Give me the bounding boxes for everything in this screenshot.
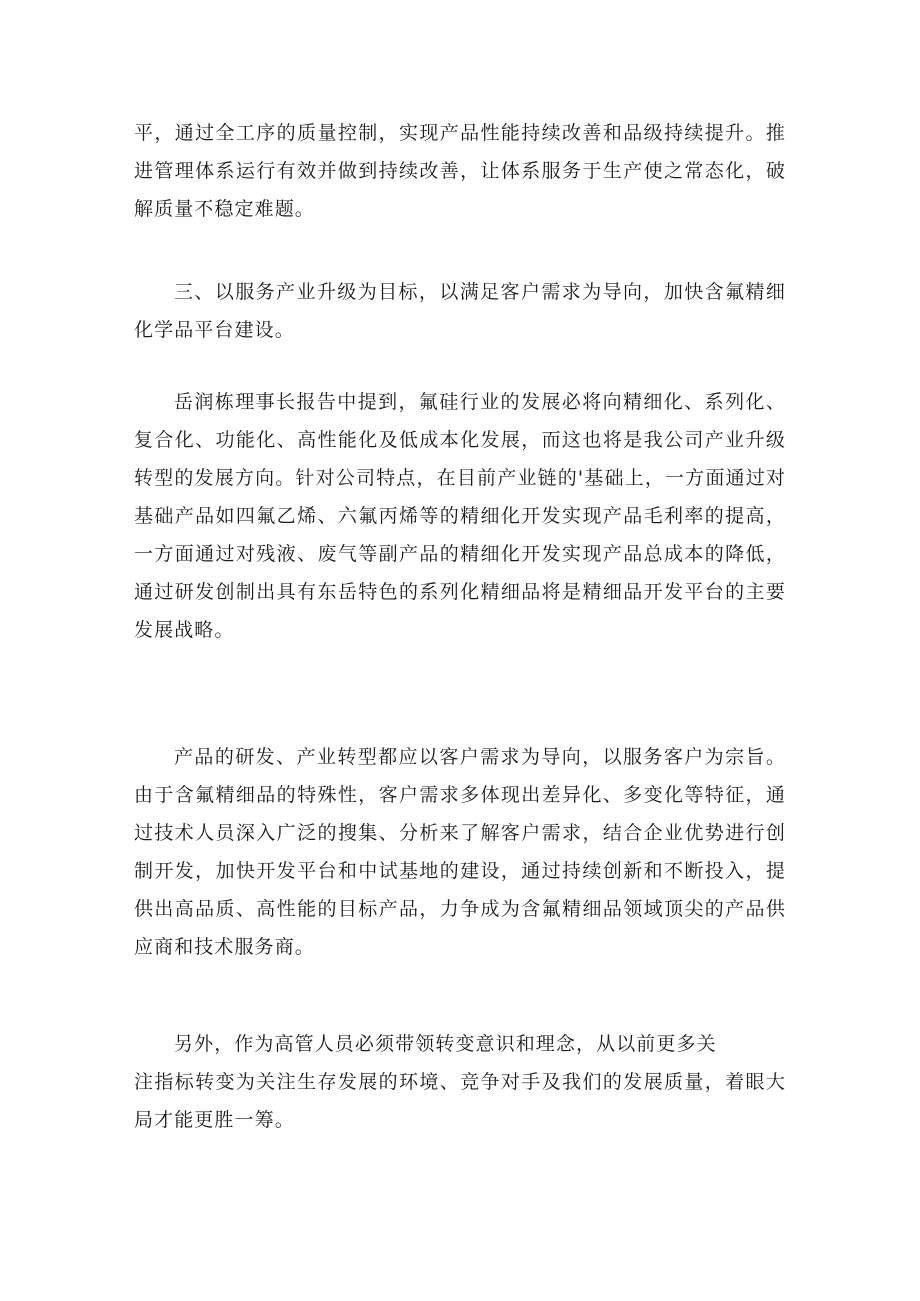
paragraph-industry-upgrade: 岳润栋理事长报告中提到，氟硅行业的发展必将向精细化、系列化、复合化、功能化、高性能化及低成本化发展，而这也将是我公司产业升级转型的发展方向。针对公司特点，在目前产业链的'基础上，一方面通过对基础产品如四氟乙烯、六氟丙烯等的精细化开发实现产品毛利率的提高，一方面通过对残液、废气等副产品的精细化开发实现产品总成本的降低，通过研发创制出具有东岳特色的系列化精细品将是精细品开发平台的主要发展战略。: [134, 391, 786, 641]
paragraph-quality-control: 平，通过全工序的质量控制，实现产品性能持续改善和品级持续提升。推进管理体系运行有效并做到持续改善，让体系服务于生产使之常态化，破解质量不稳定难题。: [134, 122, 786, 220]
section-heading-three: 三、以服务产业升级为目标，以满足客户需求为导向，加快含氟精细化学品平台建设。: [134, 281, 786, 341]
paragraph-management-line-1: 另外，作为高管人员必须带领转变意识和理念，从以前更多关: [174, 1033, 717, 1055]
paragraph-customer-needs: 产品的研发、产业转型都应以客户需求为导向，以服务客户为宗旨。由于含氟精细品的特殊性，客户需求多体现出差异化、多变化等特征，通过技术人员深入广泛的搜集、分析来了解客户需求，结合企业优势进行创制开发，加快开发平台和中试基地的建设，通过持续创新和不断投入，提供出高品质、高性能的目标产品，力争成为含氟精细品领域顶尖的产品供应商和技术服务商。: [134, 746, 786, 958]
paragraph-management-line-2: 注指标转变为关注生存发展的环境、竞争对手及我们的发展质量，着眼大局才能更胜一筹。: [134, 1071, 786, 1131]
